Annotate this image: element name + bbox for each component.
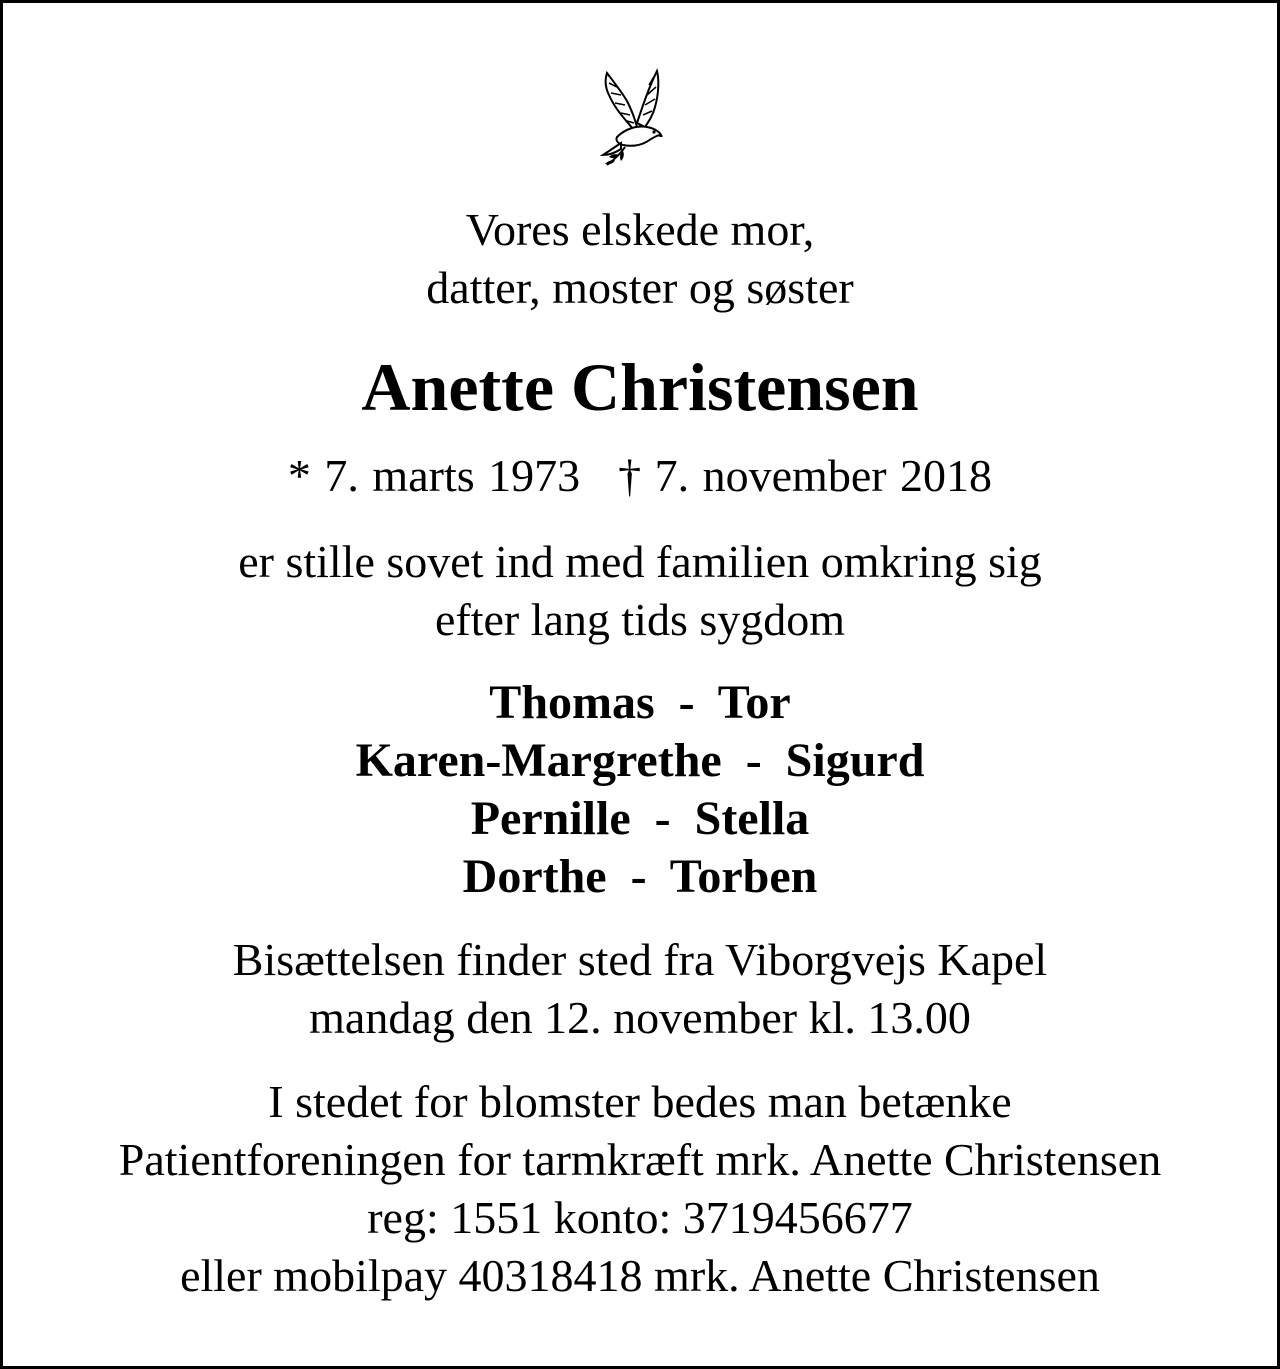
donation-line-3: reg: 1551 konto: 3719456677 bbox=[367, 1192, 913, 1243]
message-line-1: er stille sovet ind med familien omkring sig bbox=[238, 536, 1042, 587]
funeral-line-2: mandag den 12. november kl. 13.00 bbox=[309, 992, 971, 1043]
family-line-3: Pernille - Stella bbox=[470, 792, 810, 845]
intro-line-1: Vores elskede mor, bbox=[465, 204, 815, 255]
birth-date: * 7. marts 1973 bbox=[287, 450, 581, 501]
deceased-name: Anette Christensen bbox=[361, 349, 919, 425]
funeral-line-1: Bisættelsen finder sted fra Viborgvejs Kapel bbox=[232, 934, 1048, 985]
dove-icon bbox=[599, 65, 663, 169]
death-date: † 7. november 2018 bbox=[618, 450, 993, 501]
donation-line-2: Patientforeningen for tarmkræft mrk. Anette Christensen bbox=[118, 1134, 1162, 1185]
family-line-2: Karen-Margrethe - Sigurd bbox=[355, 734, 925, 787]
life-dates bbox=[3, 450, 1277, 501]
donation-line-1: I stedet for blomster bedes man betænke bbox=[268, 1076, 1012, 1127]
message-line-2: efter lang tids sygdom bbox=[434, 594, 846, 645]
intro-line-2: datter, moster og søster bbox=[426, 262, 854, 313]
family-line-1: Thomas - Tor bbox=[489, 676, 791, 729]
donation-line-4: eller mobilpay 40318418 mrk. Anette Christensen bbox=[180, 1250, 1100, 1301]
family-line-4: Dorthe - Torben bbox=[462, 850, 818, 903]
